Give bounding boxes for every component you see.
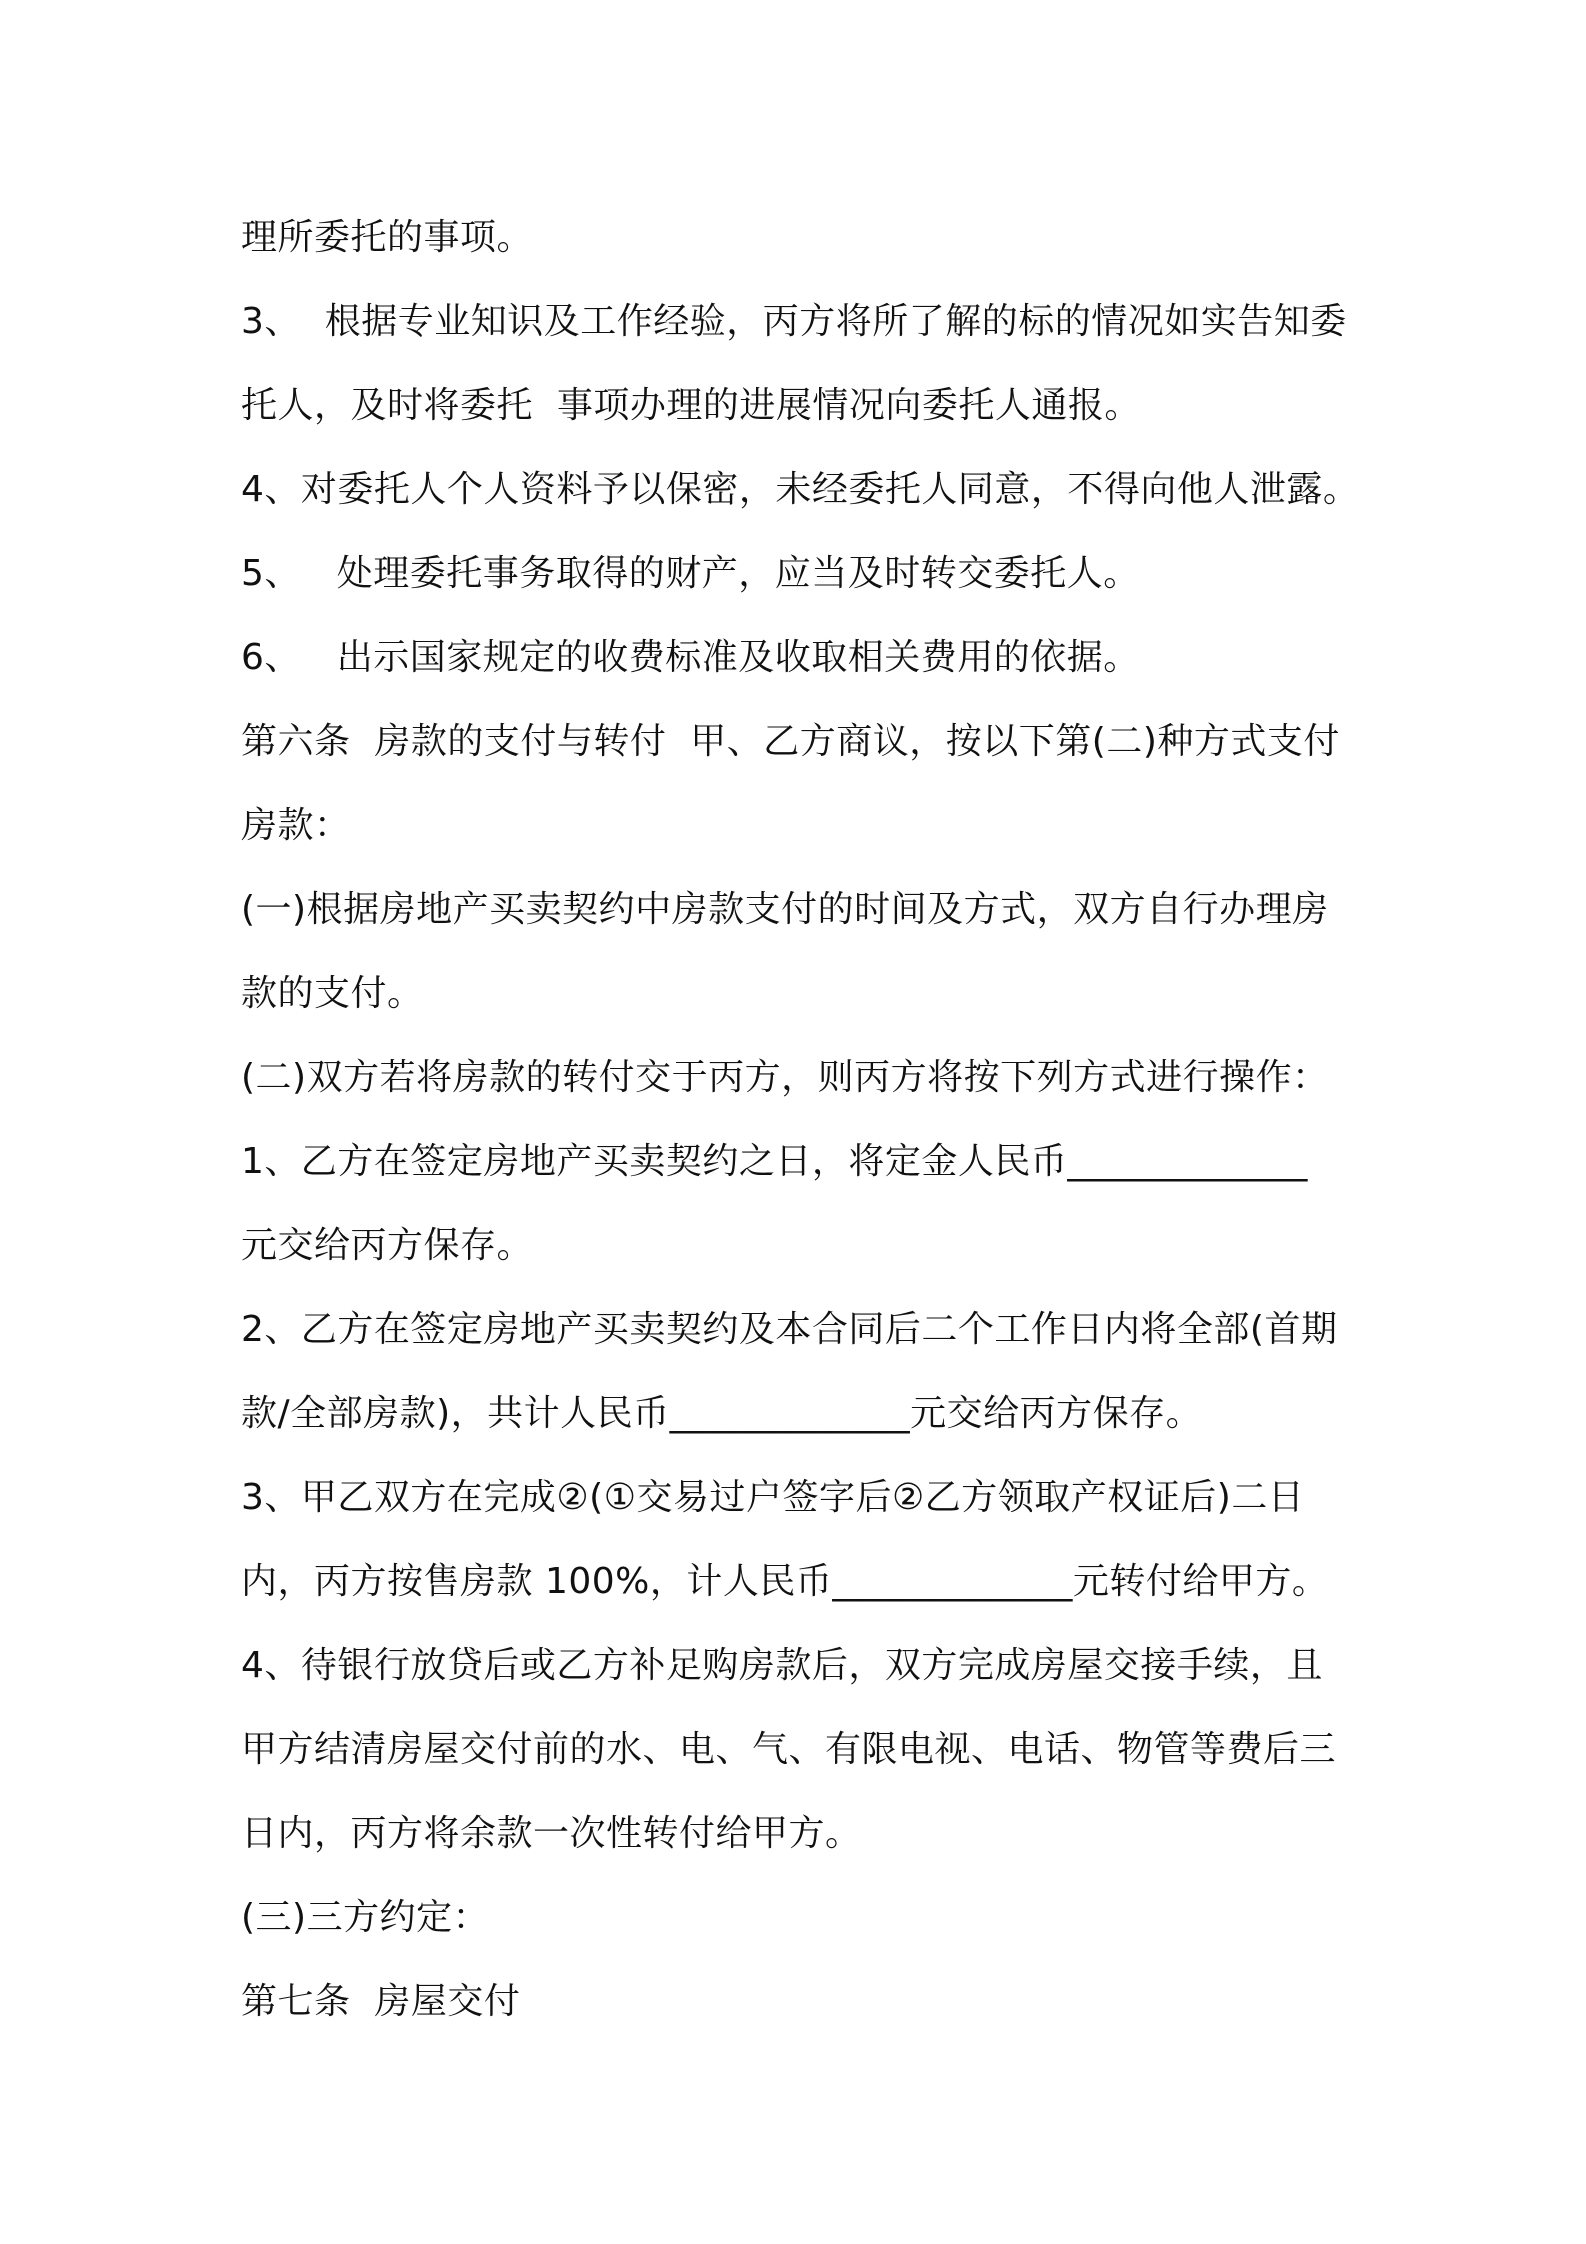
text-line: 2、乙方在签定房地产买卖契约及本合同后二个工作日内将全部(首期 — [241, 1309, 1338, 1350]
text-line: (一)根据房地产买卖契约中房款支付的时间及方式，双方自行办理房 — [241, 889, 1329, 930]
text-line: (二)双方若将房款的转付交于丙方，则丙方将按下列方式进行操作： — [241, 1057, 1329, 1098]
text-line: 房款： — [241, 805, 351, 846]
text-line: 4、对委托人个人资料予以保密，未经委托人同意，不得向他人泄露。 — [241, 469, 1360, 510]
text-line: 甲方结清房屋交付前的水、电、气、有限电视、电话、物管等费后三 — [241, 1729, 1337, 1770]
text-line: 4、待银行放贷后或乙方补足购房款后，双方完成房屋交接手续，且 — [241, 1645, 1323, 1686]
text-line: 日内，丙方将余款一次性转付给甲方。 — [241, 1813, 862, 1854]
text-line: 款的支付。 — [241, 973, 424, 1014]
text-line: 3、甲乙双方在完成②(①交易过户签字后②乙方领取产权证后)二日 — [241, 1477, 1305, 1518]
text-line: 元交给丙方保存。 — [241, 1225, 534, 1266]
text-line: 款/全部房款)，共计人民币_____________元交给丙方保存。 — [241, 1393, 1203, 1434]
text-line: 托人，及时将委托 事项办理的进展情况向委托人通报。 — [241, 385, 1141, 426]
article-heading-line: 第七条 房屋交付 — [241, 1981, 521, 2022]
text-line: 1、乙方在签定房地产买卖契约之日，将定金人民币_____________ — [241, 1141, 1308, 1182]
text-line: 5、 处理委托事务取得的财产，应当及时转交委托人。 — [241, 553, 1140, 594]
text-line: 3、 根据专业知识及工作经验，丙方将所了解的标的情况如实告知委 — [241, 301, 1347, 342]
text-line: 内，丙方按售房款 100%，计人民币_____________元转付给甲方。 — [241, 1561, 1329, 1602]
text-line: (三)三方约定： — [241, 1897, 490, 1938]
text-line: 6、 出示国家规定的收费标准及收取相关费用的依据。 — [241, 637, 1140, 678]
text-line: 理所委托的事项。 — [241, 217, 534, 258]
article-heading-line: 第六条 房款的支付与转付 甲、乙方商议，按以下第(二)种方式支付 — [241, 721, 1340, 762]
document-body — [241, 196, 1361, 2044]
